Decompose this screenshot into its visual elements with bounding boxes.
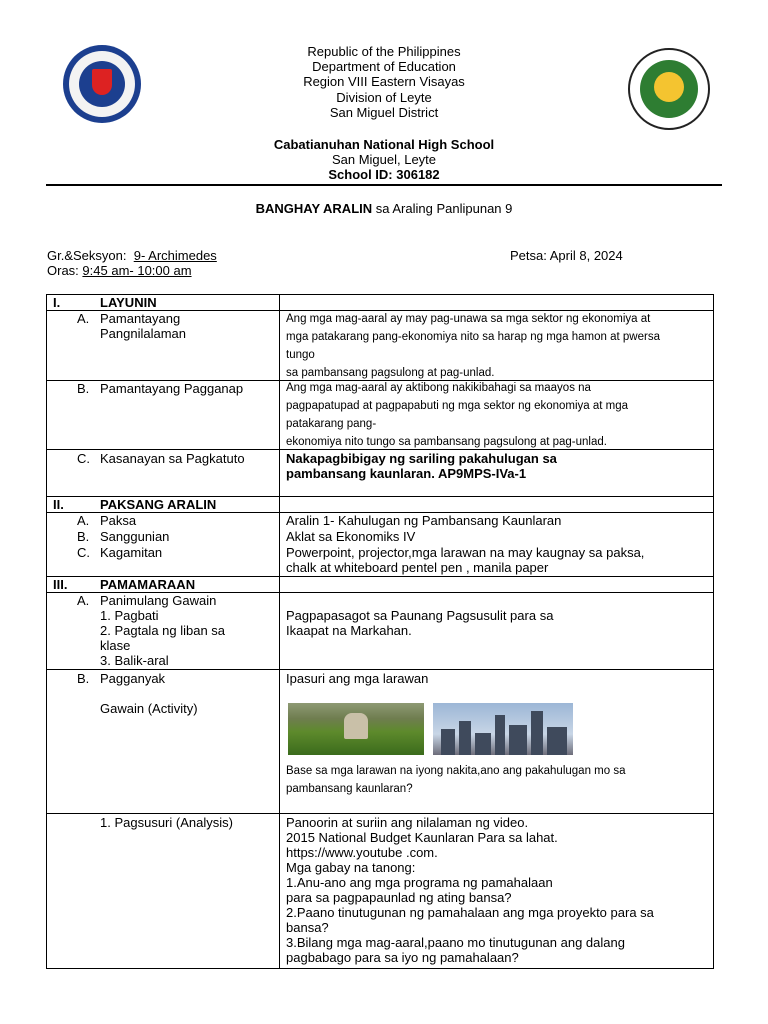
content-line: 2015 National Budget Kaunlaran Para sa lahat.	[286, 830, 558, 845]
content-line: mga patakarang pang-ekonomiya nito sa harap ng mga hamon at pwersa	[286, 331, 660, 343]
label-line: Pamantayang	[100, 311, 181, 326]
content-line: tungo	[286, 349, 315, 361]
building	[459, 721, 471, 755]
school-name: Cabatianuhan National High School	[273, 137, 495, 152]
building	[441, 729, 455, 755]
time	[47, 263, 192, 278]
content-line: Panoorin at suriin ang nilalaman ng video.	[286, 815, 529, 830]
row-line	[46, 968, 714, 969]
content-kagamitan	[286, 545, 644, 575]
building	[531, 711, 543, 755]
section-number: III.	[53, 577, 68, 592]
header-divider	[46, 184, 722, 186]
label-sanggunian: Sanggunian	[100, 529, 170, 544]
school-id: School ID: 306182	[328, 167, 440, 182]
label-pamantayang-pagganap: Pamantayang Pagganap	[100, 381, 244, 396]
document-title	[0, 201, 768, 216]
section-number: I.	[53, 295, 61, 310]
content-line: para sa pagpapaunlad ng ating bansa?	[286, 890, 512, 905]
item-letter: B.	[77, 671, 90, 686]
content-sanggunian: Aklat sa Ekonomiks IV	[286, 529, 416, 544]
label-line: 2. Pagtala ng liban sa	[100, 623, 226, 638]
content-line: 1.Anu-ano ang mga programa ng pamahalaan	[286, 875, 553, 890]
item-letter: B.	[77, 381, 90, 396]
content-paksa: Aralin 1- Kahulugan ng Pambansang Kaunlaran	[286, 513, 562, 528]
content-line: Ang mga mag-aaral ay aktibong nakikibahagi sa maayos na	[286, 382, 591, 394]
content-pamantayang-pangnilalaman	[286, 310, 660, 382]
column-line	[279, 294, 280, 969]
content-pagsusuri	[286, 815, 654, 965]
content-line: pambansang kaunlaran?	[286, 783, 413, 795]
farmer-figure	[344, 713, 368, 739]
content-pagganyak-question	[286, 762, 625, 798]
header-department: Department of Education	[312, 59, 456, 74]
content-line: ekonomiya nito tungo sa pambansang pagsulong at pag-unlad.	[286, 436, 607, 448]
content-line: pagpapatupad at pagpapabuti ng mga sektor ng ekonomiya at mga	[286, 400, 629, 412]
label-gawain-activity: Gawain (Activity)	[100, 701, 198, 716]
row-line	[46, 669, 714, 670]
content-pamantayang-pagganap	[286, 379, 628, 451]
header-region: Region VIII Eastern Visayas	[303, 74, 465, 89]
content-line: sa pambansang pagsulong at pag-unlad.	[286, 367, 495, 379]
label-line: klase	[100, 638, 131, 653]
date: Petsa: April 8, 2024	[510, 248, 623, 263]
item-letter: A.	[77, 593, 90, 608]
label-line: 1. Pagbati	[100, 608, 159, 623]
content-line: 2.Paano tinutugunan ng pamahalaan ang mga proyekto para sa	[286, 905, 654, 920]
content-line: patakarang pang-	[286, 418, 377, 430]
label-paksa: Paksa	[100, 513, 137, 528]
content-line: Base sa mga larawan na iyong nakita,ano ang pakahulugan mo sa	[286, 765, 626, 777]
label-kagamitan: Kagamitan	[100, 545, 163, 560]
title-rest: sa Araling Panlipunan 9	[375, 201, 513, 216]
header-division: Division of Leyte	[336, 90, 432, 105]
label-pagganyak: Pagganyak	[100, 671, 166, 686]
section-title-paksang-aralin: PAKSANG ARALIN	[100, 497, 217, 512]
content-line: chalk at whiteboard pentel pen , manila paper	[286, 560, 549, 575]
building	[495, 715, 505, 755]
building	[475, 733, 491, 755]
content-line: pagbabago para sa iyo ng pamahalaan?	[286, 950, 519, 965]
item-letter: A.	[77, 513, 90, 528]
content-line: Nakapagbibigay ng sariling pakahulugan sa	[286, 451, 557, 466]
content-kasanayan	[286, 451, 557, 481]
label-line: Panimulang Gawain	[100, 593, 217, 608]
label-line: 3. Balik-aral	[100, 653, 169, 668]
content-line: Ikaapat na Markahan.	[286, 623, 412, 638]
content-panimulang-gawain	[286, 608, 553, 638]
header-district: San Miguel District	[329, 105, 439, 120]
content-line: Powerpoint, projector,mga larawan na may kaugnay sa paksa,	[286, 545, 645, 560]
row-line	[46, 813, 714, 814]
time-value: 9:45 am- 10:00 am	[82, 263, 192, 278]
city-skyline-image	[433, 703, 573, 755]
grade-label: Gr.&Seksyon:	[47, 248, 127, 263]
building	[547, 727, 567, 755]
content-line: Pagpapasagot sa Paunang Pagsusulit para sa	[286, 608, 554, 623]
item-letter: B.	[77, 529, 90, 544]
label-pagsusuri: 1. Pagsusuri (Analysis)	[100, 815, 233, 830]
content-line: pambansang kaunlaran. AP9MPS-IVa-1	[286, 466, 527, 481]
building	[509, 725, 527, 755]
item-letter: C.	[77, 451, 90, 466]
school-address: San Miguel, Leyte	[331, 152, 437, 167]
content-line: Ang mga mag-aaral ay may pag-unawa sa mga sektor ng ekonomiya at	[286, 313, 651, 325]
title-bold: BANGHAY ARALIN	[255, 201, 373, 216]
content-line: bansa?	[286, 920, 329, 935]
content-line: 3.Bilang mga mag-aaral,paano mo tinutugunan ang dalang	[286, 935, 625, 950]
grade-value: 9- Archimedes	[133, 248, 217, 263]
section-title-layunin: LAYUNIN	[100, 295, 157, 310]
time-label: Oras:	[47, 263, 79, 278]
section-number: II.	[53, 497, 64, 512]
content-line: https://www.youtube .com.	[286, 845, 438, 860]
content-pagganyak: Ipasuri ang mga larawan	[286, 671, 429, 686]
item-letter: A.	[77, 311, 90, 326]
label-line: Pangnilalaman	[100, 326, 187, 341]
farmer-image	[288, 703, 424, 755]
section-title-pamamaraan: PAMAMARAAN	[100, 577, 196, 592]
label-panimulang-gawain	[100, 593, 225, 668]
header-republic: Republic of the Philippines	[307, 44, 461, 59]
content-line: Mga gabay na tanong:	[286, 860, 416, 875]
label-kasanayan: Kasanayan sa Pagkatuto	[100, 451, 245, 466]
grade-section	[47, 248, 217, 263]
label-pamantayang-pangnilalaman	[100, 311, 186, 341]
item-letter: C.	[77, 545, 90, 560]
